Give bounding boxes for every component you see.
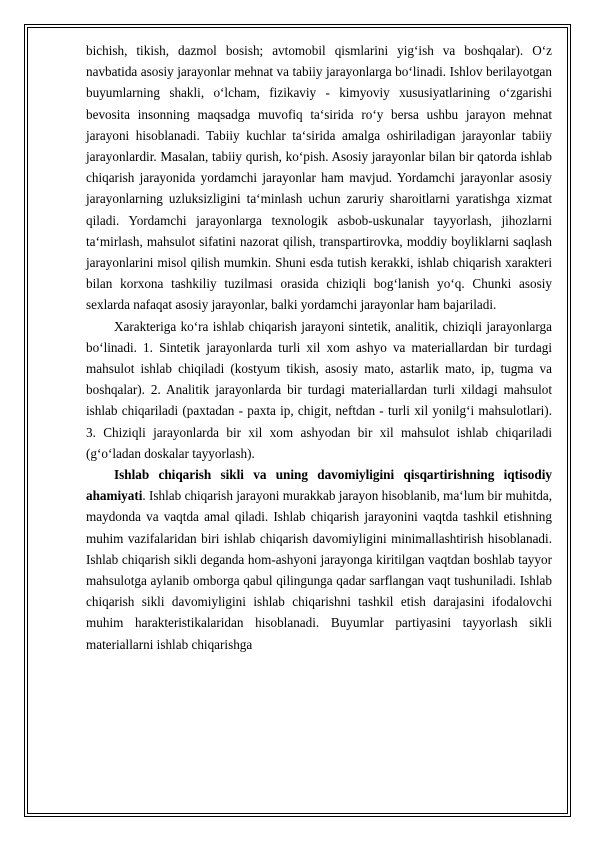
paragraph-process-types: Xarakteriga ko‘ra ishlab chiqarish jarayoni sintetik, analitik, chiziqli jarayonlarga bo‘linadi. 1. Sintetik jarayonlarda turli xil xom ashyo va materiallardan bir turdagi mahsulot ishlab chiqiladi (kostyum tikish, asosiy mato, astarlik mato, ip, tugma va boshqalar). 2. Analitik jarayonlarda bir turdagi materiallardan turli xildagi mahsulot ishlab chiqariladi (paxtadan - paxta ip, chigit, neftdan - turli xil yonilg‘i mahsulotlari). 3. Chiziqli jarayonlarda bir xil xom ashyodan bir xil mahsulot ishlab chiqariladi (g‘o‘ladan doskalar tayyorlash). <box>86 318 552 461</box>
section-heading-production-cycle: Ishlab chiqarish sikli va uning davomiyligini qisqartirishning iqtisodiy ahamiyati <box>86 467 552 504</box>
paragraph-production-cycle-text: . Ishlab chiqarish jarayoni murakkab jarayon hisoblanib, ma‘lum bir muhitda, maydonda va vaqtda amal qiladi. Ishlab chiqarish jarayonini vaqtda tashkil etishning muhim vazifalaridan biri ishlab chiqarish davomiyligini minimallashtirish hisoblanadi. Ishlab chiqarish sikli deganda hom-ashyoni jarayonga kiritilgan vaqtdan boshlab tayyor mahsulotga aylanib omborga qabul qilingunga qadar sarflangan vaqt tushuniladi. Ishlab chiqarish sikli davomiyligini ishlab chiqarishni tashkil etish darajasini ifodalovchi muhim harakteristikalaridan hisoblanadi. Buyumlar partiyasini tayyorlash sikli materiallarni ishlab chiqarishga <box>86 488 552 652</box>
document-body <box>86 40 552 655</box>
paragraph-production-cycle <box>86 464 552 655</box>
paragraph-main-processes: bichish, tikish, dazmol bosish; avtomobil qismlarini yig‘ish va boshqalar). O‘z navbatida asosiy jarayonlar mehnat va tabiiy jarayonlarga bo‘linadi. Ishlov berilayotgan buyumlarning shakli, o‘lcham, fizikaviy - kimyoviy xususiyatlarining o‘zgarishi bevosita insonning maqsadga muvofiq ta‘sirida ro‘y bersa ushbu jarayon mehnat jarayoni hisoblanadi. Tabiiy kuchlar ta‘sirida amalga oshiriladigan jarayonlar tabiiy jarayonlardir. Masalan, tabiiy qurish, ko‘pish. Asosiy jarayonlar bilan bir qatorda ishlab chiqarish jarayonida yordamchi jarayonlar ham mavjud. Yordamchi jarayonlar asosiy jarayonlarning uzluksizligini ta‘minlash uchun zaruriy sharoitlarni yaratishga xizmat qiladi. Yordamchi jarayonlarga texnologik asbob-uskunalar tayyorlash, jihozlarni ta‘mirlash, mahsulot sifatini nazorat qilish, transpartirovka, moddiy boyliklarni saqlash jarayonlarini misol qilish mumkin. Shuni esda tutish kerakki, ishlab chiqarish xarakteri bilan korxona tashkiliy tuzilmasi orasida chiziqli bog‘lanish yo‘q. Chunki asosiy sexlarda nafaqat asosiy jarayonlar, balki yordamchi jarayonlar ham bajariladi. <box>86 43 552 313</box>
